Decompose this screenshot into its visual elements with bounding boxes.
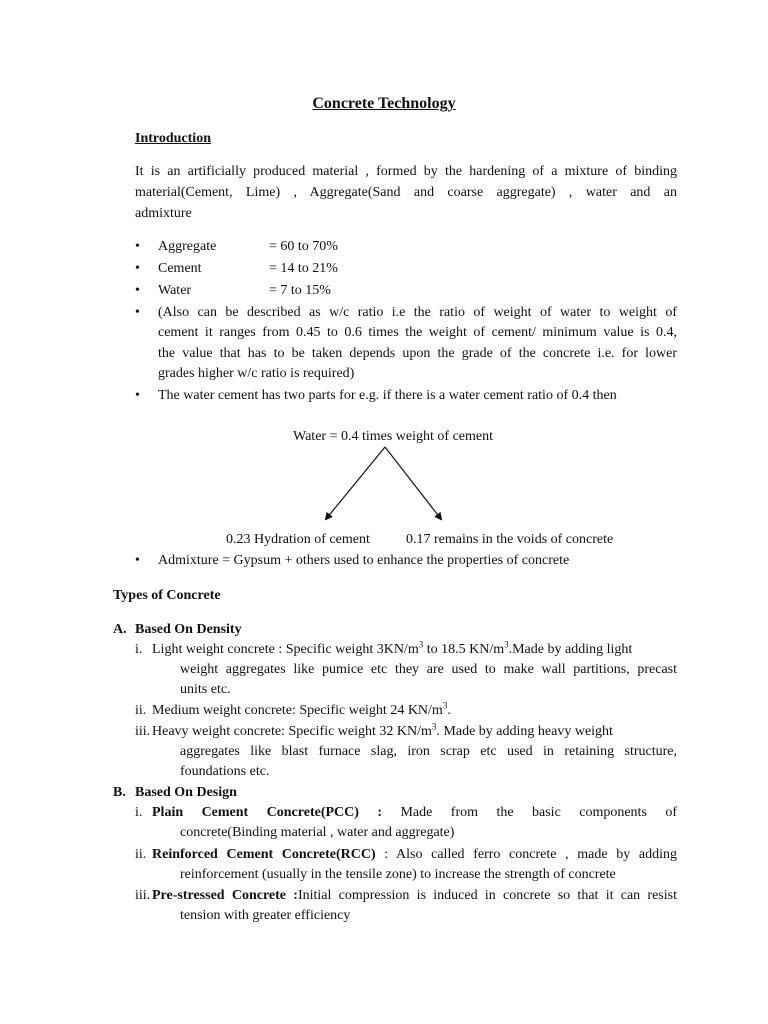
composition-value: = 7 to 15% <box>269 283 331 298</box>
density-item-1-line-3: units etc. <box>180 682 231 697</box>
intro-line-1: It is an artificially produced material , formed by the hardening of a mixture of binding <box>135 164 677 179</box>
wc-parts-text: The water cement has two parts for e.g. if there is a water cement ratio of 0.4 then <box>158 388 617 403</box>
diagram-right-label: 0.17 remains in the voids of concrete <box>406 532 614 547</box>
wc-note-line-1: (Also can be described as w/c ratio i.e the ratio of weight of water to weight of <box>158 305 677 320</box>
arrow-right <box>385 447 441 519</box>
density-item-number: i. <box>135 642 143 657</box>
density-item-number: ii. <box>135 703 147 718</box>
design-item-1-line-1: Plain Cement Concrete(PCC) : Made from the basic components of <box>152 805 677 820</box>
density-heading: Based On Density <box>135 622 242 637</box>
admixture-text: Admixture = Gypsum + others used to enhance the properties of concrete <box>158 553 570 568</box>
design-marker: B. <box>113 785 126 800</box>
density-marker: A. <box>113 622 127 637</box>
density-item-2-line-1: Medium weight concrete: Specific weight 24 $KN/m^3$. <box>152 700 451 718</box>
density-item-3-line-3: foundations etc. <box>180 764 270 779</box>
density-item-1-line-1: Light weight concrete : Specific weight $3KN/m^3$ to 18.5 $KN/m^3.Made$ by adding light <box>152 639 633 657</box>
arrow-left <box>326 447 385 519</box>
design-item-number: i. <box>135 805 143 820</box>
design-heading: Based On Design <box>135 785 237 800</box>
introduction-heading: Introduction <box>135 131 211 146</box>
intro-line-3: admixture <box>135 206 192 221</box>
design-item-2-line-1: Reinforced Cement Concrete(RCC) : Also called ferro concrete , made by adding <box>152 847 677 862</box>
wc-note-line-2: cement it ranges from 0.45 to 0.6 times the weight of cement/ minimum value is 0.4, <box>158 325 677 340</box>
bullet-icon: • <box>135 305 140 320</box>
composition-name: Aggregate <box>158 239 217 254</box>
design-item-number: ii. <box>135 847 147 862</box>
design-item-1-line-2: concrete(Binding material , water and aggregate) <box>180 825 455 840</box>
diagram-top-label: Water = 0.4 times weight of cement <box>293 429 493 444</box>
intro-line-2: material(Cement, Lime) , Aggregate(Sand and coarse aggregate) , water and an <box>135 185 677 200</box>
density-item-1-line-2: weight aggregates like pumice etc they are used to make wall partitions, precast <box>180 662 677 677</box>
design-item-3-line-2: tension with greater efficiency <box>180 908 351 923</box>
bullet-icon: • <box>135 388 140 403</box>
composition-name: Water <box>158 283 192 298</box>
density-item-3-line-1: Heavy weight concrete: Specific weight 32 $KN/m^3$. Made by adding heavy weight <box>152 721 613 739</box>
density-item-3-line-2: aggregates like blast furnace slag, iron scrap etc used in retaining structure, <box>180 744 677 759</box>
bullet-icon: • <box>135 553 140 568</box>
composition-value: = 60 to 70% <box>269 239 338 254</box>
bullet-icon: • <box>135 261 140 276</box>
bullet-icon: • <box>135 283 140 298</box>
density-item-number: iii. <box>135 724 151 739</box>
composition-value: = 14 to 21% <box>269 261 338 276</box>
wc-note-line-4: grades higher w/c ratio is required) <box>158 366 355 381</box>
page-title: Concrete Technology <box>312 95 456 112</box>
design-item-2-line-2: reinforcement (usually in the tensile zone) to increase the strength of concrete <box>180 867 616 882</box>
wc-note-line-3: the value that has to be taken depends upon the grade of the concrete i.e. for lower <box>158 346 677 361</box>
diagram-left-label: 0.23 Hydration of cement <box>226 532 370 547</box>
design-item-number: iii. <box>135 888 151 903</box>
composition-name: Cement <box>158 261 202 276</box>
types-heading: Types of Concrete <box>113 588 221 603</box>
design-item-3-line-1: Pre-stressed Concrete :Initial compression is induced in concrete so that it can resist <box>152 888 677 903</box>
bullet-icon: • <box>135 239 140 254</box>
